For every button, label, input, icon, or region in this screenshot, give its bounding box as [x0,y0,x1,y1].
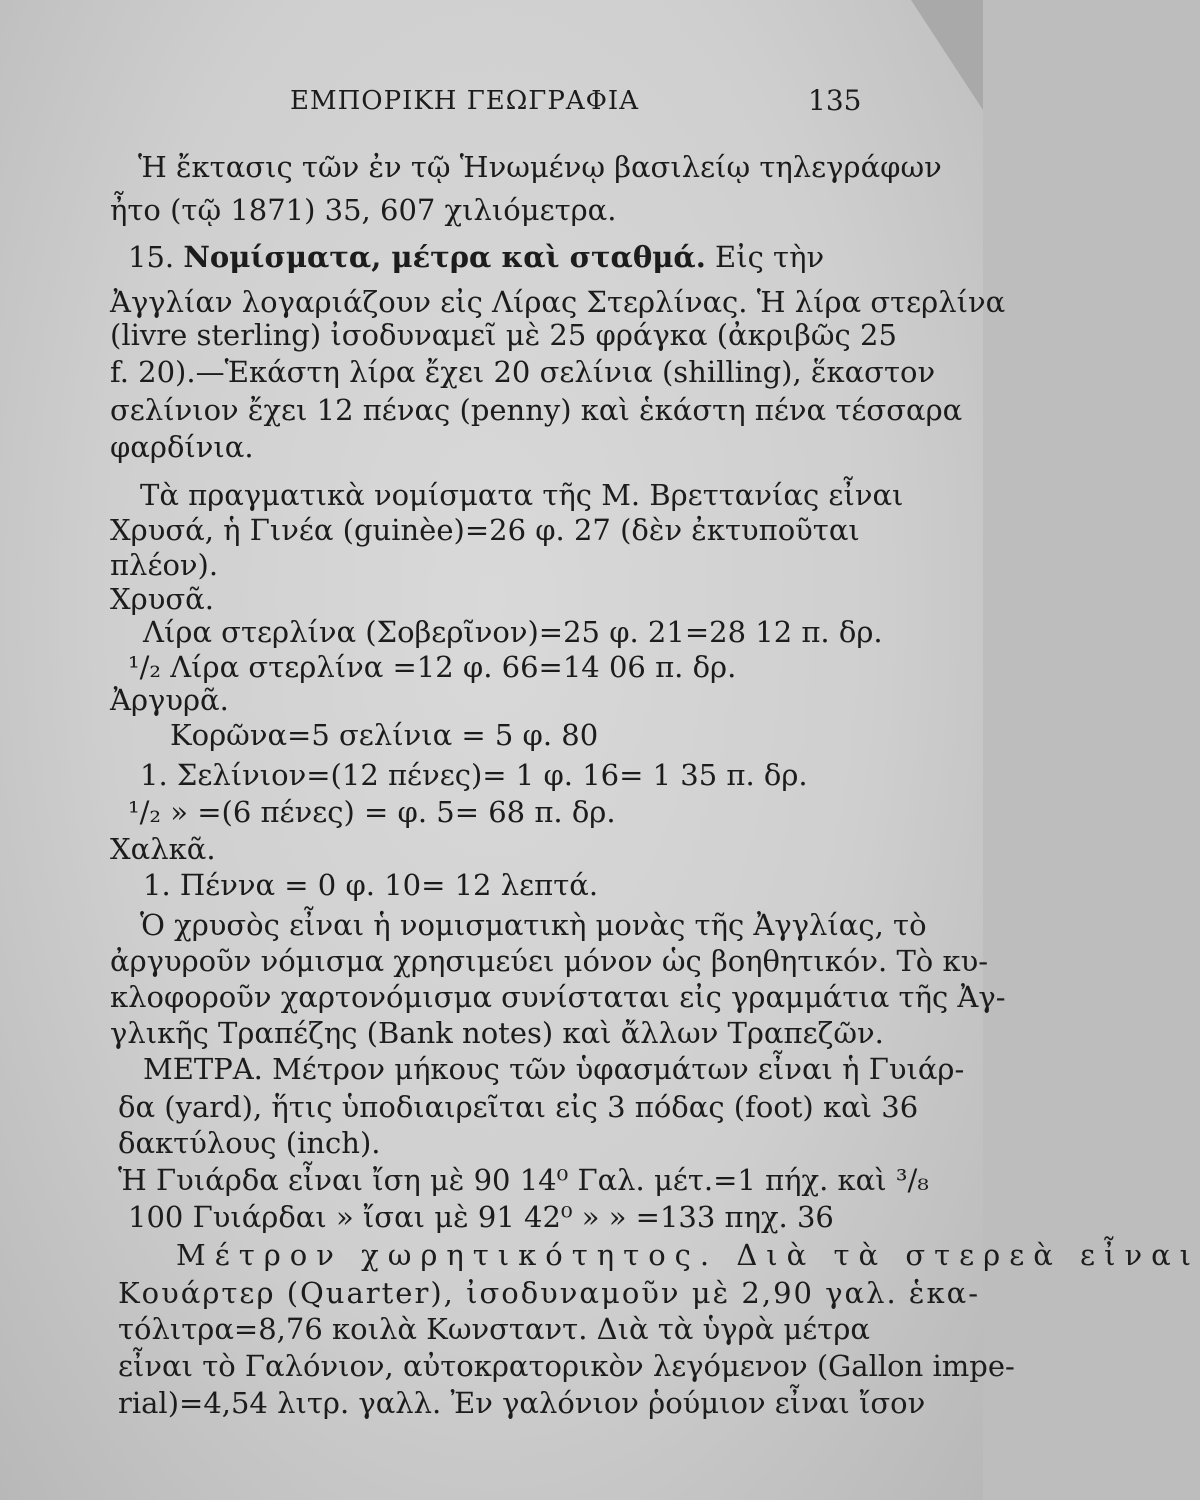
text-line: τόλιτρα=8,76 κοιλὰ Κωνσταντ. Διὰ τὰ ὑγρὰ μέτρα [118,1312,870,1346]
text-line: γλικῆς Τραπέζης (Bank notes) καὶ ἄλλων Τραπεζῶν. [110,1016,884,1050]
table-group-label: Ἀργυρᾶ. [110,683,229,717]
text-line: εἶναι τὸ Γαλόνιον, αὐτοκρατορικὸν λεγόμενον (Gallon impe- [118,1349,1015,1383]
page-number: 135 [808,84,862,117]
text-line: φαρδίνια. [110,430,254,464]
table-group-label: Χαλκᾶ. [110,832,216,866]
text-line: Ὁ χρυσὸς εἶναι ἡ νομισματικὴ μονὰς τῆς Ἀγγλίας, τὸ [140,908,927,942]
text-line: Τὰ πραγματικὰ νομίσματα τῆς Μ. Βρεττανίας εἶναι [140,478,904,512]
table-row: 100 Γυιάρδαι » ἴσαι μὲ 91 42⁰ » » =133 πηχ. 36 [128,1200,834,1234]
table-group-label: Χρυσᾶ. [110,582,214,616]
section-heading-line [128,240,824,274]
text-line: Μέτρον χωρητικότητος. Διὰ τὰ στερεὰ εἶναι [176,1238,1200,1272]
text-line: πλέον). [110,548,219,582]
text-line: ἀργυροῦν νόμισμα χρησιμεύει μόνον ὡς βοηθητικόν. Τὸ κυ- [110,944,989,978]
text-line: f. 20).—Ἑκάστη λίρα ἔχει 20 σελίνια (shilling), ἕκαστον [110,355,936,389]
text-line: rial)=4,54 λιτρ. γαλλ. Ἐν γαλόνιον ῥούμιον εἶναι ἴσον [118,1386,926,1420]
table-row: 1. Πέννα = 0 φ. 10= 12 λεπτά. [143,868,599,902]
table-row: Κορῶνα=5 σελίνια = 5 φ. 80 [170,718,599,752]
table-row: Ἡ Γυιάρδα εἶναι ἴση μὲ 90 14⁰ Γαλ. μέτ.=1 πήχ. καὶ ³/₈ [118,1163,929,1197]
text-line: δακτύλους (inch). [118,1126,381,1160]
torn-page-corner [863,0,983,110]
text-line: ἦτο (τῷ 1871) 35, 607 χιλιόμετρα. [110,193,617,227]
text-line: (livre sterling) ἰσοδυναμεῖ μὲ 25 φράγκα (ἀκριβῶς 25 [110,318,897,352]
text-line: Κουάρτερ (Quarter), ἰσοδυναμοῦν μὲ 2,90 γαλ. ἑκα- [118,1276,980,1310]
running-header: ΕΜΠΟΡΙΚΗ ΓΕΩΓΡΑΦΙΑ [290,86,639,116]
text-line: κλοφοροῦν χαρτονόμισμα συνίσταται εἰς γραμμάτια τῆς Ἀγ- [110,980,1006,1014]
text-line: Ἡ ἔκτασις τῶν ἐν τῷ Ἡνωμένῳ βασιλείῳ τηλεγράφων [138,150,942,184]
table-row: 1. Σελίνιον=(12 πένες)= 1 φ. 16= 1 35 π. δρ. [140,758,808,792]
table-row: Λίρα στερλίνα (Σοβερῖνον)=25 φ. 21=28 12 π. δρ. [143,615,883,649]
text-line: Ἀγγλίαν λογαριάζουν εἰς Λίρας Στερλίνας. Ἡ λίρα στερλίνα [110,285,1006,319]
text-line: ΜΕΤΡΑ. Μέτρον μήκους τῶν ὑφασμάτων εἶναι ἡ Γυιάρ- [143,1052,965,1086]
table-row: ¹/₂ Λίρα στερλίνα =12 φ. 66=14 06 π. δρ. [128,650,737,684]
text-line: Χρυσά, ἡ Γινέα (guinèe)=26 φ. 27 (δὲν ἐκτυποῦται [110,513,860,547]
section-title: Νομίσματα, μέτρα καὶ σταθμά. [183,240,706,274]
section-heading-tail: Εἰς τὴν [705,240,825,274]
text-line: δα (yard), ἥτις ὑποδιαιρεῖται εἰς 3 πόδας (foot) καὶ 36 [118,1090,919,1124]
text-line: σελίνιον ἔχει 12 πένας (penny) καὶ ἑκάστη πένα τέσσαρα [110,393,963,427]
table-row: ¹/₂ » =(6 πένες) = φ. 5= 68 π. δρ. [128,795,616,829]
section-number: 15. [128,240,175,274]
